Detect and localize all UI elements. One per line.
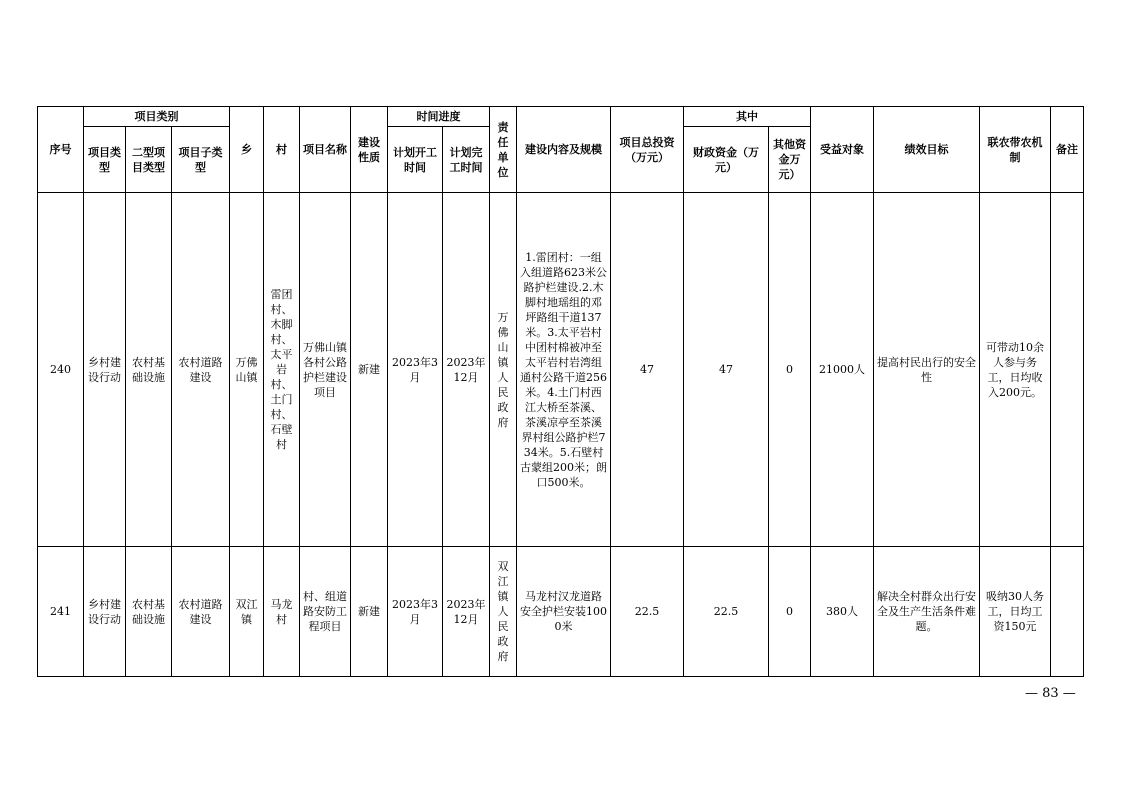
cell-remark — [1051, 193, 1084, 547]
header-responsible: 责任单位 — [490, 107, 517, 193]
cell-township: 双江镇 — [230, 547, 264, 677]
cell-beneficiary: 21000人 — [811, 193, 874, 547]
header-plan-start: 计划开工时间 — [388, 127, 443, 193]
cell-linkage: 可带动10余人参与务工，日均收入200元。 — [980, 193, 1051, 547]
cell-build-nature: 新建 — [351, 547, 388, 677]
cell-fiscal-fund: 22.5 — [684, 547, 769, 677]
header-performance: 绩效目标 — [874, 107, 980, 193]
cell-level2-type: 农村基础设施 — [126, 547, 172, 677]
cell-sub-type: 农村道路建设 — [172, 547, 230, 677]
cell-performance: 解决全村群众出行安全及生产生活条件难题。 — [874, 547, 980, 677]
cell-content: 1.雷团村：一组入组道路623米公路护栏建设.2.木脚村地瑶组的邓坪路组干道137米。3.太平岩村中团村棉被冲至太平岩村岩湾组通村公路干道256米。4.土门村西江大桥至茶溪、茶溪凉亭至茶溪界村组公路护栏734米。5.石壁村古蒙组200米；朗口500米。 — [517, 193, 611, 547]
cell-plan-start: 2023年3月 — [388, 547, 443, 677]
header-seq: 序号 — [38, 107, 84, 193]
table-row — [38, 193, 1084, 547]
cell-fiscal-fund: 47 — [684, 193, 769, 547]
cell-seq: 241 — [38, 547, 84, 677]
header-total-invest: 项目总投资（万元） — [611, 107, 684, 193]
cell-plan-end: 2023年12月 — [443, 193, 490, 547]
header-project-type: 项目类型 — [84, 127, 126, 193]
header-project-name: 项目名称 — [300, 107, 351, 193]
cell-linkage: 吸纳30人务工，日均工资150元 — [980, 547, 1051, 677]
cell-village: 雷团村、木脚村、太平岩村、土门村、石壁村 — [264, 193, 300, 547]
header-among-group: 其中 — [684, 107, 811, 127]
header-linkage: 联农带农机制 — [980, 107, 1051, 193]
header-village: 村 — [264, 107, 300, 193]
cell-other-fund: 0 — [769, 193, 811, 547]
header-beneficiary: 受益对象 — [811, 107, 874, 193]
cell-responsible: 双江镇人民政府 — [490, 547, 517, 677]
cell-total-invest: 22.5 — [611, 547, 684, 677]
cell-remark — [1051, 547, 1084, 677]
cell-project-name: 村、组道路安防工程项目 — [300, 547, 351, 677]
cell-performance: 提高村民出行的安全性 — [874, 193, 980, 547]
header-build-nature: 建设性质 — [351, 107, 388, 193]
header-category-group: 项目类别 — [84, 107, 230, 127]
cell-seq: 240 — [38, 193, 84, 547]
header-other-fund: 其他资金万元） — [769, 127, 811, 193]
cell-content: 马龙村汉龙道路安全护栏安装1000米 — [517, 547, 611, 677]
table-row — [38, 547, 1084, 677]
header-content: 建设内容及规模 — [517, 107, 611, 193]
cell-responsible: 万佛山镇人民政府 — [490, 193, 517, 547]
header-level2-type: 二型项目类型 — [126, 127, 172, 193]
cell-project-type: 乡村建设行动 — [84, 547, 126, 677]
header-township: 乡 — [230, 107, 264, 193]
cell-project-type: 乡村建设行动 — [84, 193, 126, 547]
cell-sub-type: 农村道路建设 — [172, 193, 230, 547]
header-plan-end: 计划完工时间 — [443, 127, 490, 193]
cell-project-name: 万佛山镇各村公路护栏建设项目 — [300, 193, 351, 547]
cell-level2-type: 农村基础设施 — [126, 193, 172, 547]
cell-township: 万佛山镇 — [230, 193, 264, 547]
cell-other-fund: 0 — [769, 547, 811, 677]
header-sub-type: 项目子类型 — [172, 127, 230, 193]
cell-village: 马龙村 — [264, 547, 300, 677]
cell-build-nature: 新建 — [351, 193, 388, 547]
page-number: — 83 — — [1025, 686, 1076, 701]
project-table — [37, 106, 1084, 677]
header-time-group: 时间进度 — [388, 107, 490, 127]
cell-beneficiary: 380人 — [811, 547, 874, 677]
cell-total-invest: 47 — [611, 193, 684, 547]
header-fiscal-fund: 财政资金（万元） — [684, 127, 769, 193]
header-row-1 — [38, 107, 1084, 127]
cell-plan-start: 2023年3月 — [388, 193, 443, 547]
header-remark: 备注 — [1051, 107, 1084, 193]
cell-plan-end: 2023年12月 — [443, 547, 490, 677]
